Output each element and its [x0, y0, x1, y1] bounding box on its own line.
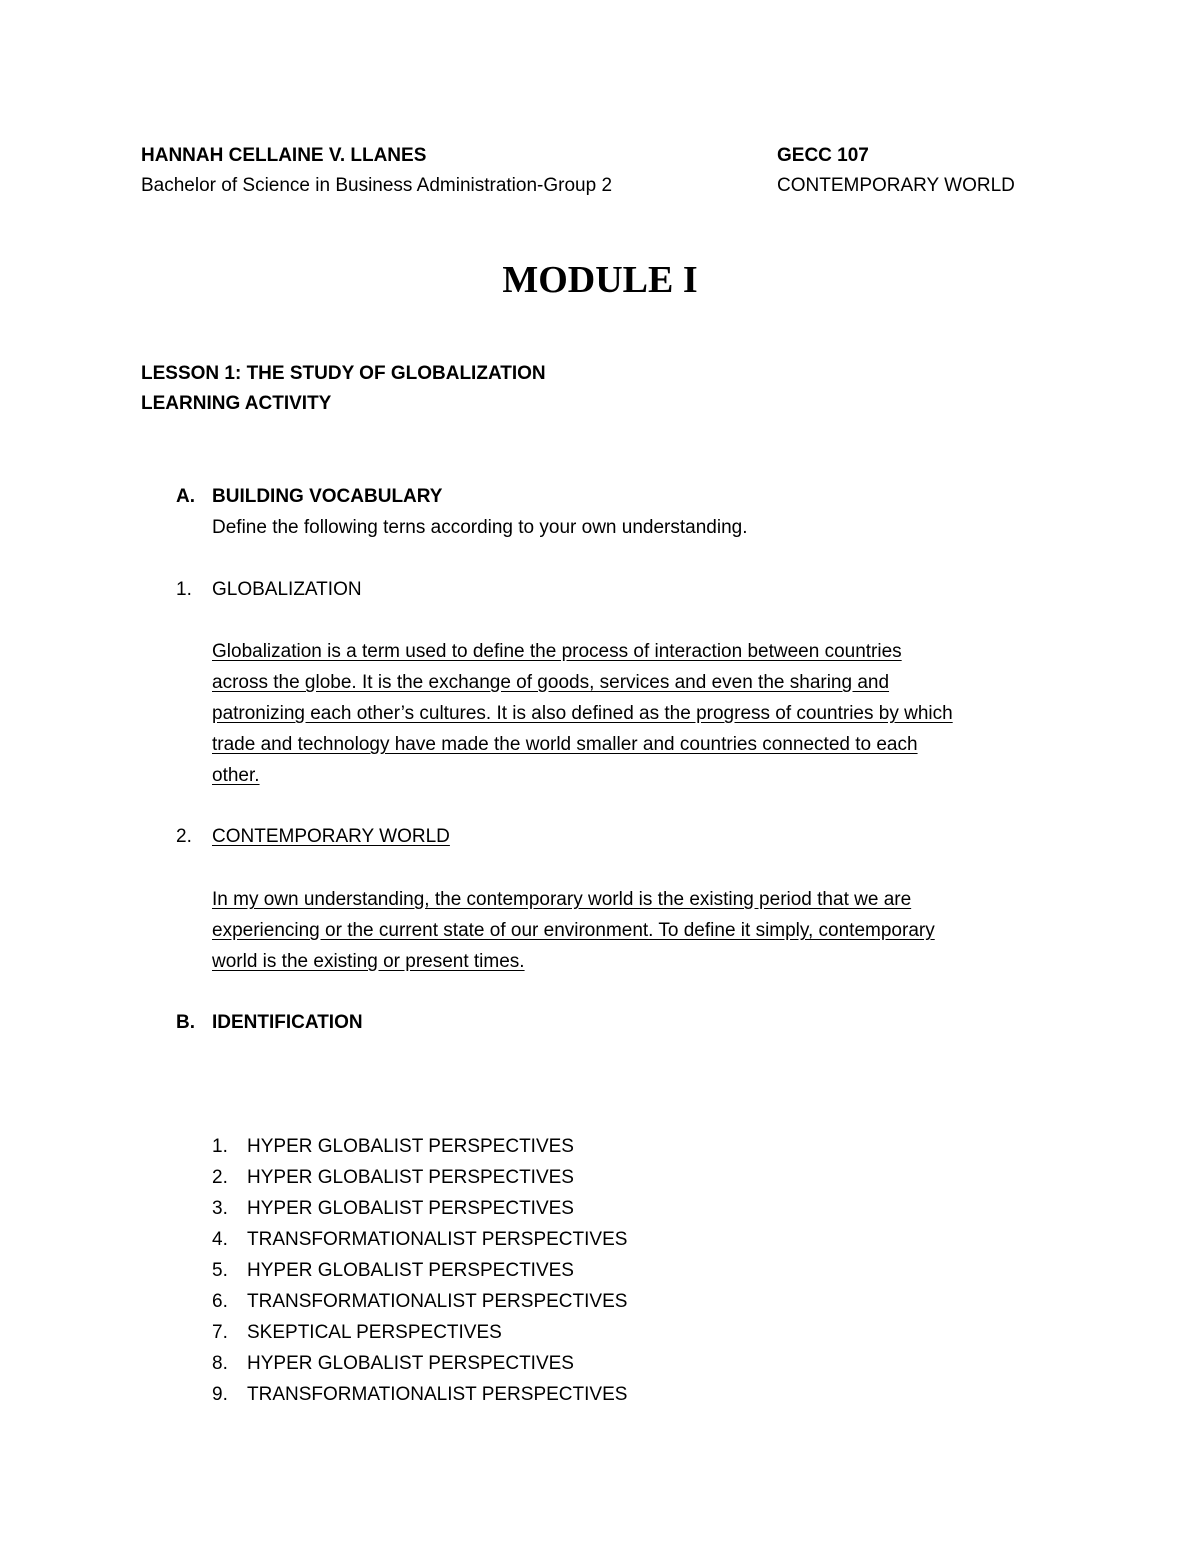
- list-item-number: 7.: [212, 1322, 228, 1343]
- list-item-number: 5.: [212, 1260, 228, 1281]
- section-b-heading: IDENTIFICATION: [212, 1012, 363, 1033]
- list-item-number: 1.: [212, 1136, 228, 1157]
- item-2-number: 2.: [176, 826, 192, 847]
- answer-line: trade and technology have made the world smaller and countries connected to each: [212, 734, 918, 755]
- list-item-number: 8.: [212, 1353, 228, 1374]
- lesson-subtitle: LEARNING ACTIVITY: [141, 393, 332, 414]
- list-item-text: SKEPTICAL PERSPECTIVES: [247, 1322, 502, 1343]
- list-item-text: HYPER GLOBALIST PERSPECTIVES: [247, 1167, 574, 1188]
- student-program: Bachelor of Science in Business Administration-Group 2: [141, 175, 613, 196]
- item-2-term: CONTEMPORARY WORLD: [212, 826, 450, 847]
- list-item-text: HYPER GLOBALIST PERSPECTIVES: [247, 1260, 574, 1281]
- item-2-answer: [212, 884, 1072, 977]
- course-code: GECC 107: [777, 145, 869, 166]
- item-1-answer: [212, 636, 1072, 791]
- list-item-text: HYPER GLOBALIST PERSPECTIVES: [247, 1136, 574, 1157]
- item-1-term: GLOBALIZATION: [212, 579, 362, 600]
- answer-line: other.: [212, 765, 260, 786]
- list-item-text: TRANSFORMATIONALIST PERSPECTIVES: [247, 1229, 628, 1250]
- answer-line: across the globe. It is the exchange of goods, services and even the sharing and: [212, 672, 890, 693]
- list-item-text: HYPER GLOBALIST PERSPECTIVES: [247, 1198, 574, 1219]
- course-title: CONTEMPORARY WORLD: [777, 175, 1015, 196]
- page-title: MODULE I: [502, 259, 698, 301]
- lesson-title: LESSON 1: THE STUDY OF GLOBALIZATION: [141, 363, 546, 384]
- student-name: HANNAH CELLAINE V. LLANES: [141, 145, 427, 166]
- list-item-number: 2.: [212, 1167, 228, 1188]
- section-a-instruction: Define the following terns according to your own understanding.: [212, 517, 748, 538]
- section-a-heading: BUILDING VOCABULARY: [212, 486, 443, 507]
- answer-line: world is the existing or present times.: [212, 951, 525, 972]
- list-item-number: 6.: [212, 1291, 228, 1312]
- list-item-number: 4.: [212, 1229, 228, 1250]
- answer-line: Globalization is a term used to define the process of interaction between countries: [212, 641, 902, 662]
- section-a-letter: A.: [176, 486, 195, 507]
- answer-line: In my own understanding, the contemporary world is the existing period that we are: [212, 889, 912, 910]
- item-1-number: 1.: [176, 579, 192, 600]
- list-item-text: HYPER GLOBALIST PERSPECTIVES: [247, 1353, 574, 1374]
- list-item-number: 3.: [212, 1198, 228, 1219]
- list-item-text: TRANSFORMATIONALIST PERSPECTIVES: [247, 1384, 628, 1405]
- section-b-letter: B.: [176, 1012, 195, 1033]
- list-item-number: 9.: [212, 1384, 228, 1405]
- answer-line: patronizing each other’s cultures. It is also defined as the progress of countries by which: [212, 703, 953, 724]
- list-item-text: TRANSFORMATIONALIST PERSPECTIVES: [247, 1291, 628, 1312]
- answer-line: experiencing or the current state of our environment. To define it simply, contemporary: [212, 920, 935, 941]
